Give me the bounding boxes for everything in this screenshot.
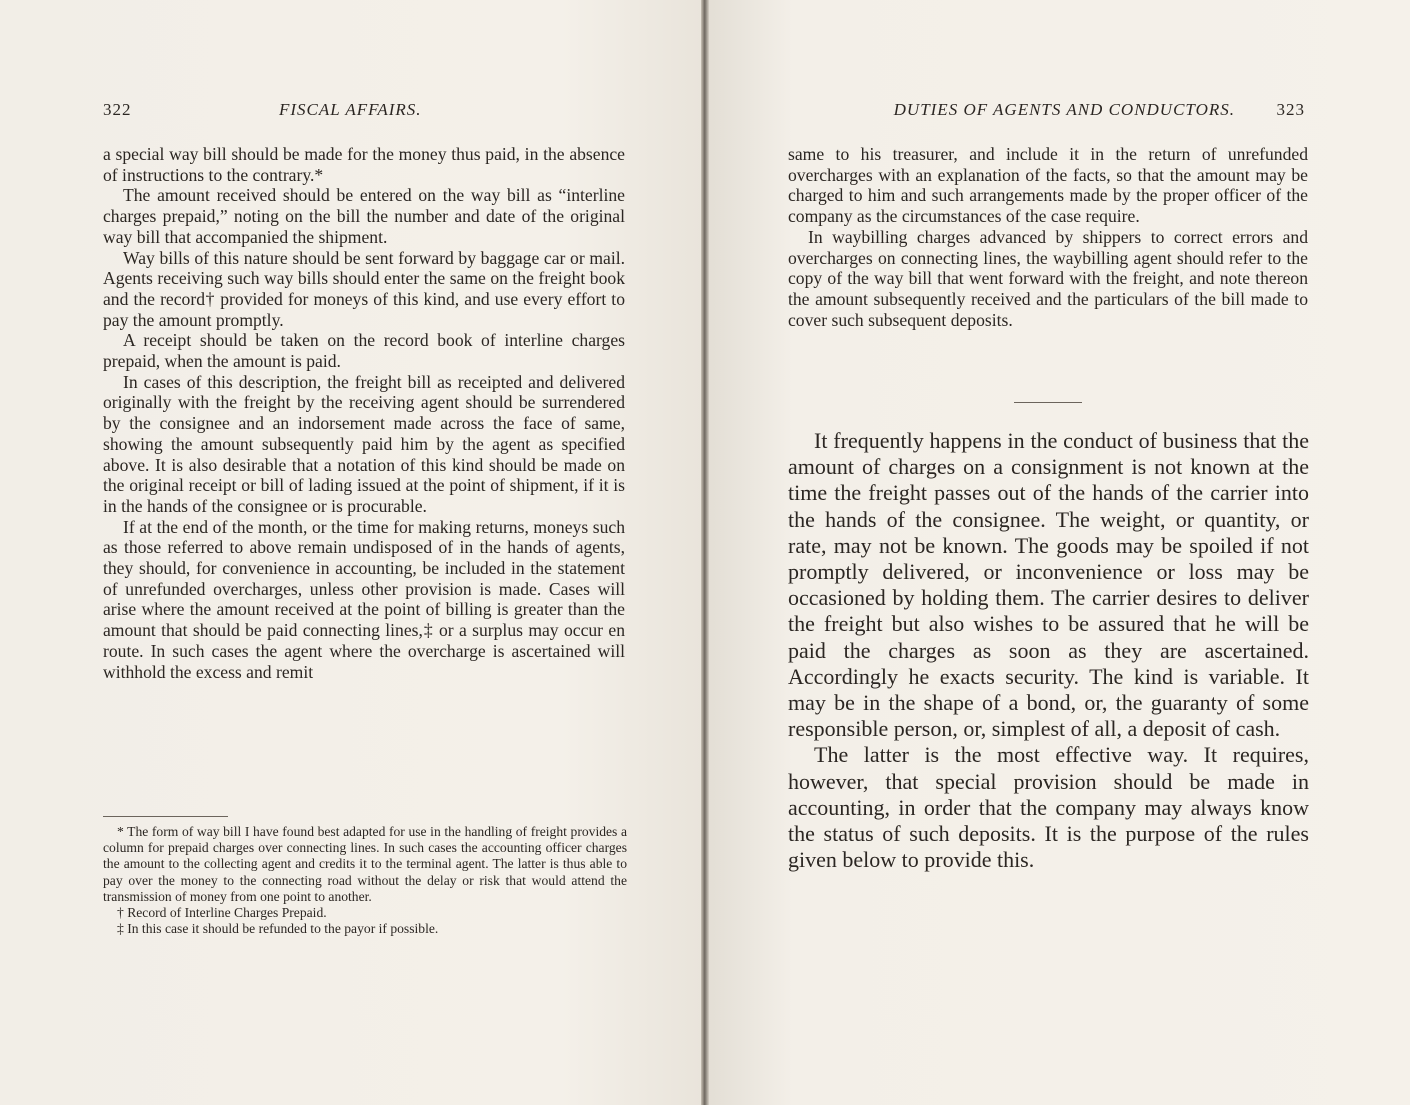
left-page-body [103, 144, 625, 682]
paragraph: In waybilling charges advanced by shippers to correct errors and overcharges on connecting lines, the waybilling agent should refer to the copy of the way bill that went forward with the freight, and note thereon the amount subsequently received and the particulars of the bill made to cover such subsequent deposits. [788, 226, 1308, 330]
right-page [708, 0, 1410, 1105]
book-gutter [701, 0, 709, 1105]
running-head: FISCAL AFFAIRS. [279, 100, 422, 119]
right-page-body [788, 144, 1308, 330]
section-body [788, 428, 1309, 873]
paragraph: It frequently happens in the conduct of business that the amount of charges on a consignment is not known at the time the freight passes out of the hands of the carrier into the hands of the consignee. The weight, or quantity, or rate, may not be known. The goods may be spoiled if not promptly delivered, or inconvenience or loss may be occasioned by holding them. The carrier desires to deliver the freight but also wishes to be assured that he will be paid the charges as soon as they are ascertained. Accordingly he exacts security. The kind is variable. It may be in the shape of a bond, or, the guaranty of some responsible person, or, simplest of all, a deposit of cash. [788, 428, 1309, 742]
paragraph: In cases of this description, the freight bill as receipted and delivered originally with the freight by the receiving agent should be surrendered by the consignee and an indorsement made across the face of same, showing the amount subsequently paid him by the agent as specified above. It is also desirable that a notation of this kind should be made on the original receipt or bill of lading issued at the point of shipment, if it is in the hands of the consignee or is procurable. [103, 371, 625, 516]
left-page [0, 0, 702, 1105]
paragraph: same to his treasurer, and include it in the return of unrefunded overcharges with an explanation of the facts, so that the amount may be charged to him and such arrangements made by the proper officer of the company as the circumstances of the case require. [788, 144, 1308, 227]
page-number: 322 [103, 100, 132, 119]
footnotes [103, 824, 627, 937]
footnote: † Record of Interline Charges Prepaid. [117, 905, 327, 921]
paragraph: The amount received should be entered on the way bill as “interline charges prepaid,” noting on the bill the number and date of the original way bill that accompanied the shipment. [103, 185, 625, 247]
footnote-divider [103, 816, 228, 817]
paragraph: a special way bill should be made for the money thus paid, in the absence of instructions to the contrary.* [103, 144, 625, 185]
paragraph: The latter is the most effective way. It requires, however, that special provision should be made in accounting, in order that the company may always know the status of such deposits. It is the purpose of the rules given below to provide this. [788, 742, 1309, 873]
running-head: DUTIES OF AGENTS AND CONDUCTORS. [893, 100, 1235, 119]
left-page-header [103, 100, 628, 124]
paragraph: If at the end of the month, or the time for making returns, moneys such as those referred to above remain undisposed of in the hands of agents, they should, for convenience in accounting, be included in the statement of unrefunded overcharges, unless other provision is made. Cases will arise where the amount received at the point of billing is greater than the amount that should be paid connecting lines,‡ or a surplus may occur en route. In such cases the agent where the overcharge is ascertained will withhold the excess and remit [103, 516, 625, 682]
right-page-header [858, 100, 1305, 124]
paragraph: Way bills of this nature should be sent forward by baggage car or mail. Agents receiving such way bills should enter the same on the freight book and the record† provided for moneys of this kind, and use every effort to pay the amount promptly. [103, 247, 625, 330]
paragraph: A receipt should be taken on the record book of interline charges prepaid, when the amount is paid. [103, 330, 625, 372]
footnote: ‡ In this case it should be refunded to the payor if possible. [117, 921, 439, 937]
footnote: * The form of way bill I have found best adapted for use in the handling of freight provides a column for prepaid charges over connecting lines. In such cases the accounting officer charges the amount to the collecting agent and credits it to the terminal agent. The latter is thus able to pay over the money to the connecting road without the delay or risk that would attend the transmission of money from one point to another. [103, 824, 627, 904]
page-number: 323 [1276, 100, 1305, 119]
section-divider [1014, 402, 1082, 403]
